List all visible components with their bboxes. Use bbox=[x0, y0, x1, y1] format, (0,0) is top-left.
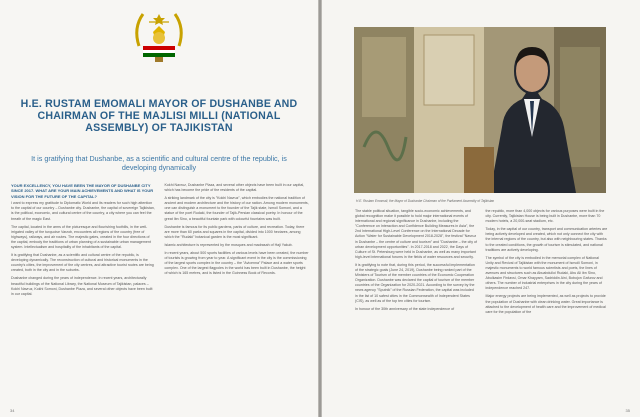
paragraph: It is gratifying to note that, during this period, the successful implementation of the strategic goals (June 24, 2019), Dushanbe being ranked part of the Ministers of Tourism of the member countries of the Economic Cooperation Organization. Dushanbe was declared the capital of tourism of the member countries of the Organization for 2020-2021. According to the survey by the news agency "Sputnik" of the Russian Federation, the capital was included in the list of 10 safest cities in the Commonwealth of Independent States (CIS), as well as of the top ten cities for tourism. bbox=[355, 262, 475, 303]
paragraph: In recent years, about 500 sports facilities of various levels have been created, the number of tourists is growing from year to year. A significant event in the city is the commissioning of the largest sports complex in the country – the "Avicenna" Palace and a water sports complex. One of the largest flagpoles in the world has been built in Dushanbe, the height of which is 165 metres, and is listed in the Guinness Book of Records. bbox=[164, 251, 309, 276]
right-column-1 bbox=[355, 209, 478, 318]
portrait-photo bbox=[354, 27, 606, 193]
paragraph: In honour of the 30th anniversary of the state independence of bbox=[355, 306, 455, 311]
paragraph: Today, in the capital of our country, transport and communication arteries are being actively developed and created, which not only connect the city with the internal regions of the country, but also with neighbouring states. Thanks to the created conditions, the growth of tourism is stimulated, and national traditions are actively developing. bbox=[485, 227, 608, 252]
article-subtitle: It is gratifying that Dushanbe, as a scientific and cultural centre of the republic, is developing dynamically bbox=[31, 154, 287, 172]
page-number: 35 bbox=[625, 408, 630, 413]
right-text-columns bbox=[355, 209, 608, 318]
left-page bbox=[0, 0, 318, 417]
paragraph: I want to express my gratitude to Diplomatic World and its readers for such high attention to the capital of our country – Dushanbe city. Dushanbe, the capital of sovereign Tajikistan, is the political, economic, and cultural centre of the country, a city where you can feel the breath of the magic East. bbox=[11, 201, 155, 221]
page-number: 34 bbox=[10, 408, 15, 413]
article-title: H.E. RUSTAM EMOMALI MAYOR OF DUSHANBE AND CHAIRMAN OF THE MAJLISI MILLI (NATIONAL ASSEMBLY) OF TAJIKISTAN bbox=[20, 98, 298, 134]
left-column-2 bbox=[165, 183, 310, 300]
paragraph: Dushanbe is famous for its public gardens, parks of culture, and recreation. Today, there are more than 60 parks and squares in the capital, divided into 1000 hectares, among which the "Rudaki" botanical garden is the most significant. bbox=[164, 224, 305, 239]
paragraph: the republic, more than 4,000 objects for various purposes were built in the city. Currently, Tajikistan House is being built in Dushanbe, more than 70 modern hotels, a 20,000-seat stadium, etc. bbox=[485, 209, 605, 224]
tajikistan-coat-of-arms bbox=[131, 6, 187, 64]
paragraph: The stable political situation, tangible socio-economic achievements, and global recognition make it possible to hold major international events of international and regional significance in Dushanbe, including the "Conference on Interaction and Confidence Building Measures in Asia", the 2nd International High-Level Conference on the International Decade for Action "Water for Sustainable Development 2018-2028", the festival "Navruz in Dushanbe – the centre of culture and tourism" and "Dushanbe – the city of urban development opportunities". In 2017-2018 and 2022, the Days of Culture of St. Petersburg were held in Dushanbe, as well as many important high-level international forums in the fields of water resources and security. bbox=[355, 209, 478, 259]
right-page bbox=[322, 0, 640, 417]
paragraph: Kokhi Navruz, Dushanbe Plaza, and several other objects have been built in our capital, which has become the pride of the residents of the capital. bbox=[164, 183, 305, 193]
paragraph: Major energy projects are being implemented, as well as projects to provide the population of Dushanbe with clean drinking water. Great importance is attached to the development of health care and the improvement of medical care for the population of the bbox=[485, 294, 606, 314]
left-text-columns bbox=[11, 183, 309, 300]
paragraph: The capital, located in the arms of the picturesque and flourishing foothills, in the well-irrigated valley of the turquoise Varzob, encounters all regions of the country (free of highways), railways, and air routes. The majestic gates, created in the four directions of the capital, embody the traditions of urban planning of a sustainable urban management system. Intellectualism and hospitality of the inhabitants of the capital. bbox=[11, 224, 151, 249]
interview-question: YOUR EXCELLENCY, YOU HAVE BEEN THE MAYOR OF DUSHANBE CITY SINCE 2017. WHAT ARE YOUR MAIN ACHIEVEMENTS AND WHAT IS YOUR VISION FOR THE FUTURE OF THE CAPITAL? bbox=[11, 183, 154, 199]
right-column-2 bbox=[486, 209, 609, 318]
paragraph: The symbol of the city is embodied in the memorial complex of National Unity and Revival of Tajikistan with the monument of Ismoili Somoni, in majestic monuments to world famous scientists and poets, the lines of avenues and structures such as Abuabdulloi Rudaki, Abu Ali ibn Sino, Abulkasim Firdavsi, Omar Khayyam, Sadriddin Aini, Bobojon Gafurov and others. The number of industrial enterprises in the city during the years of independence reached 247. bbox=[485, 255, 603, 291]
photo-caption: H.E. Rustam Emomali, the Mayor of Dushanbe Chairman of the Parliament Assembly of Tajikistan bbox=[356, 199, 495, 203]
paragraph: Dushanbe changed during the years of independence. In recent years, architecturally beautiful buildings of the National Library, the National Museum of Tajikistan, palaces – Kokhi Navruz, Kokhi Somoni, Dushanbe Plaza, and several other objects have been built in our capital. bbox=[11, 276, 153, 296]
paragraph: It is gratifying that Dushanbe, as a scientific and cultural centre of the republic, is developing dynamically. The reconstruction of cultural and historical monuments in the country's cities, the improvement of the city centres, and attractive tourist routes are being created, both in the city and in the suburbs. bbox=[11, 253, 154, 273]
paragraph: A striking landmark of the city is "Kokhi Navruz", which embodies the national tradition of ancient and modern architecture and the history of our nation. Among modern monuments, one can distinguish a monument to the founder of the Tajik state, Ismoil Somoni, and a statue of the poet Rudaki, the founder of Tajik-Persian classical poetry. In honour of the great Ibn Sino, a beautiful fountain park with colourful fountains was built. bbox=[164, 196, 309, 221]
paragraph: Islamic architecture is represented by the mosques and madrasah of Haji Yakub. bbox=[164, 242, 293, 247]
left-column-1 bbox=[11, 183, 156, 300]
